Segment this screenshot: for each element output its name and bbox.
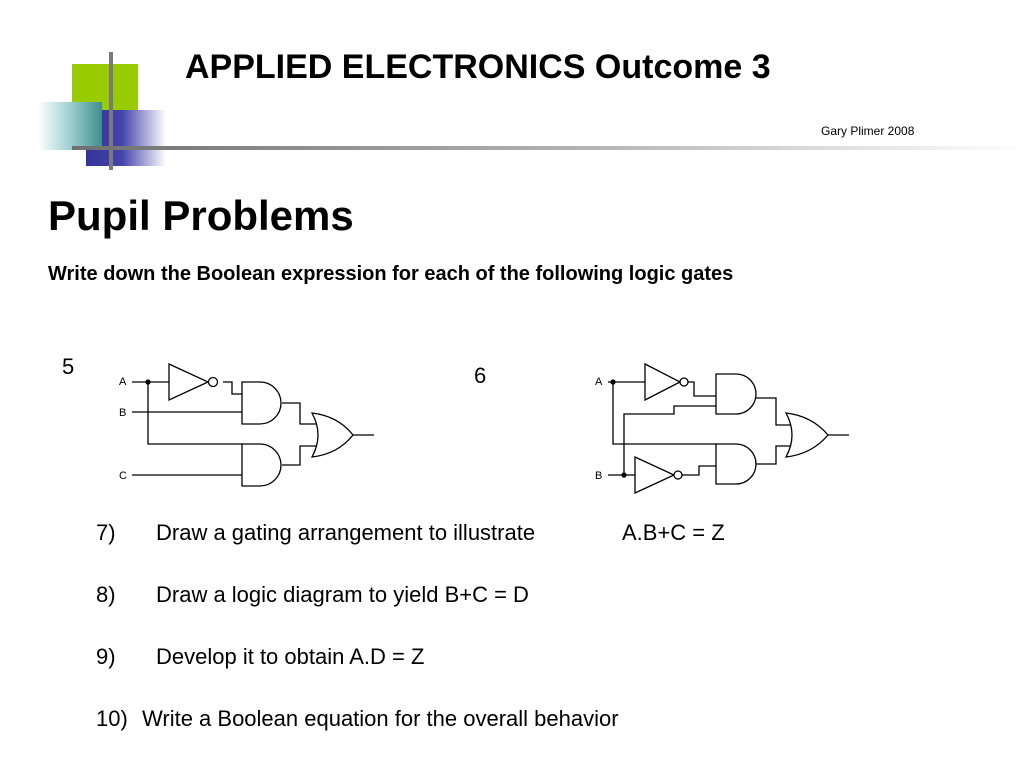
question-text: Draw a gating arrangement to illustrate [156,520,536,545]
question-number: 9) [96,644,116,669]
input-label-b: B [595,470,603,482]
problem-5-number: 5 [62,354,75,379]
question-number: 7) [96,520,116,545]
input-label-b: B [119,407,127,419]
question-number: 10) [96,706,128,731]
instruction-text: Write down the Boolean expression for each of the following logic gates [48,263,734,285]
logic-circuit-6 [586,350,856,490]
input-label-c: C [119,470,127,482]
input-label-a: A [595,376,603,388]
or-gate [312,413,353,457]
not-gate-bottom [635,457,682,493]
header-divider [72,146,1024,150]
section-heading: Pupil Problems [48,192,354,239]
and-gate-top [716,374,756,414]
problem-6-number: 6 [474,363,487,388]
and-gate-bottom [242,444,281,486]
question-expression: A.B+C = Z [622,520,725,545]
question-text: Draw a logic diagram to yield B+C = D [156,582,529,607]
author-credit: Gary Plimer 2008 [821,124,915,138]
and-gate-bottom [716,444,756,484]
question-number: 8) [96,582,116,607]
junction-dot-b [621,472,626,477]
junction-dot [145,379,150,384]
junction-dot-a [610,379,615,384]
and-gate-top [242,382,281,424]
or-gate [786,413,828,457]
logo-teal-square [38,102,102,150]
question-text: Develop it to obtain A.D = Z [156,644,425,669]
not-gate-top [645,364,688,400]
not-gate [169,364,218,400]
slide-title: APPLIED ELECTRONICS Outcome 3 [185,48,771,86]
input-label-a: A [119,376,127,388]
logic-circuit-5 [110,350,380,490]
logo-vertical-line [109,52,113,170]
question-text: Write a Boolean equation for the overall behavior [142,706,619,731]
